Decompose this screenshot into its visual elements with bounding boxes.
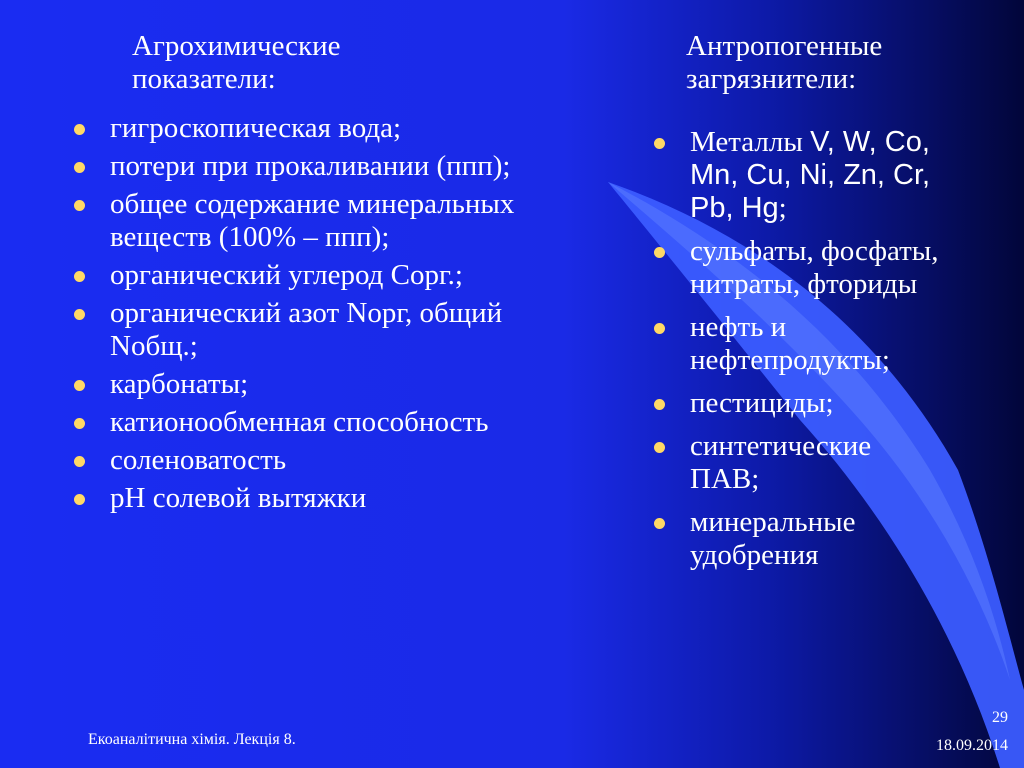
bullet-icon — [74, 380, 85, 391]
bullet-icon — [654, 323, 665, 334]
list-item — [70, 368, 580, 401]
list-item-text: рН солевой вытяжки — [110, 482, 367, 514]
list-item-text: карбонаты; — [110, 368, 249, 400]
list-item — [650, 311, 940, 377]
list-item — [70, 259, 580, 292]
footer-date: 18.09.2014 — [936, 737, 1008, 754]
list-item — [70, 406, 580, 439]
list-item — [70, 188, 580, 254]
bullet-icon — [654, 399, 665, 410]
list-item — [70, 297, 580, 363]
bullet-icon — [74, 494, 85, 505]
metals-suffix: ; — [778, 192, 787, 224]
list-item-text: потери при прокаливании (ппп); — [110, 150, 511, 182]
bullet-icon — [74, 124, 85, 135]
list-item — [650, 235, 940, 301]
list-item-text: синтетические ПАВ; — [690, 430, 872, 495]
list-item — [650, 430, 940, 496]
right-column-title: Антропогенные загрязнители: — [686, 30, 883, 95]
footer-course-title: Екоаналітична хімія. Лекція 8. — [88, 731, 296, 748]
bullet-icon — [74, 162, 85, 173]
bullet-icon — [74, 309, 85, 320]
list-item-text: нефть и нефтепродукты; — [690, 311, 890, 376]
list-item-text: пестициды; — [690, 387, 834, 419]
bullet-icon — [74, 200, 85, 211]
bullet-icon — [74, 271, 85, 282]
list-item-text: соленоватость — [110, 444, 287, 476]
bullet-icon — [74, 418, 85, 429]
list-item — [70, 482, 580, 515]
list-item-text: сульфаты, фосфаты, нитраты, фториды — [690, 235, 939, 300]
page-number: 29 — [992, 709, 1008, 726]
agrochemical-indicators-list — [70, 112, 580, 520]
list-item — [70, 150, 580, 183]
list-item-text: катионообменная способность — [110, 406, 489, 438]
bullet-icon — [654, 518, 665, 529]
bullet-icon — [654, 138, 665, 149]
list-item — [70, 112, 580, 145]
left-column-title: Агрохимические показатели: — [132, 30, 341, 95]
metals-prefix: Металлы — [690, 126, 803, 158]
list-item-text: гигроскопическая вода; — [110, 112, 402, 144]
list-item-text: органический углерод Сорг.; — [110, 259, 463, 291]
list-item — [650, 506, 940, 572]
metals-list: V, W, Co, Mn, Cu, Ni, Zn, Cr, Pb, Hg — [690, 126, 931, 224]
list-item — [650, 387, 940, 420]
list-item-text: органический азот Nорг, общий Nобщ.; — [110, 297, 503, 362]
list-item — [650, 126, 940, 225]
list-item — [70, 444, 580, 477]
bullet-icon — [74, 456, 85, 467]
list-item-text: общее содержание минеральных веществ (100% – ппп); — [110, 188, 515, 253]
anthropogenic-pollutants-list — [650, 126, 940, 582]
bullet-icon — [654, 442, 665, 453]
list-item-text: минеральные удобрения — [690, 506, 856, 571]
bullet-icon — [654, 247, 665, 258]
